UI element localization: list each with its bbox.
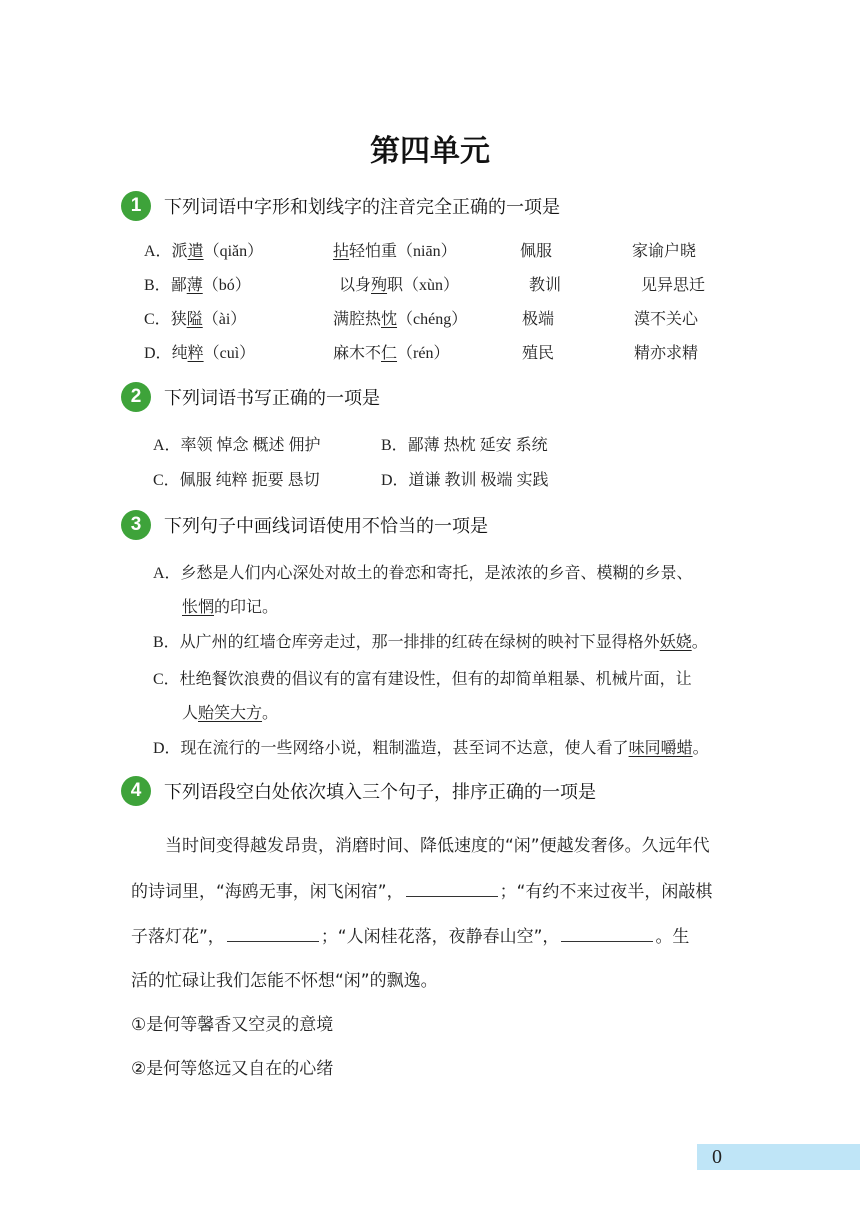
page-number: 0 (712, 1146, 722, 1168)
q2-option-a: A．率领 悼念 概述 佣护 (153, 437, 321, 454)
page-title: 第四单元 (370, 134, 490, 169)
answer-blank-3[interactable] (561, 926, 653, 942)
q3-option-d: D．现在流行的一些网络小说，粗制滥造，甚至词不达意，使人看了味同嚼蜡。 (153, 740, 709, 757)
question-number-badge: 2 (121, 382, 151, 412)
q3-option-a-line2: 怅惘的印记。 (182, 599, 279, 616)
question-1-header (121, 191, 721, 223)
question-2-header (121, 382, 721, 414)
answer-blank-1[interactable] (406, 881, 498, 897)
q3-option-b: B．从广州的红墙仓库旁走过，那一排排的红砖在绿树的映衬下显得格外妖娆。 (153, 634, 708, 651)
q2-option-d: D．道谦 教训 极端 实践 (381, 472, 549, 489)
q4-passage-line3: 子落灯花”， ；“人闲桂花落，夜静春山空”， 。生 (131, 927, 690, 947)
question-3-header (121, 510, 721, 542)
question-4-header (121, 776, 721, 808)
question-text: 下列句子中画线词语使用不恰当的一项是 (164, 516, 488, 537)
q3-option-a-line1: A．乡愁是人们内心深处对故土的眷恋和寄托，是浓浓的乡音、模糊的乡景、 (153, 565, 693, 582)
question-number-badge: 3 (121, 510, 151, 540)
q4-passage-line2: 的诗词里，“海鸥无事，闲飞闲宿”， ；“有约不来过夜半，闲敲棋 (131, 882, 713, 902)
question-text: 下列词语中字形和划线字的注音完全正确的一项是 (164, 197, 560, 218)
q2-option-c: C．佩服 纯粹 扼要 恳切 (153, 472, 320, 489)
question-number-badge: 1 (121, 191, 151, 221)
answer-blank-2[interactable] (227, 926, 319, 942)
q2-option-b: B．鄙薄 热枕 延安 系统 (381, 437, 548, 454)
q3-option-c-line2: 人贻笑大方。 (182, 705, 279, 722)
q4-passage-line4: 活的忙碌让我们怎能不怀想“闲”的飘逸。 (131, 971, 438, 991)
q4-sentence-1: ①是何等馨香又空灵的意境 (131, 1015, 334, 1035)
question-text: 下列词语书写正确的一项是 (164, 388, 380, 409)
q4-passage-line1: 当时间变得越发昂贵，消磨时间、降低速度的“闲”便越发奢侈。久远年代 (165, 836, 710, 856)
question-number-badge: 4 (121, 776, 151, 806)
q4-sentence-2: ②是何等悠远又自在的心绪 (131, 1059, 334, 1079)
question-text: 下列语段空白处依次填入三个句子，排序正确的一项是 (164, 782, 596, 803)
q3-option-c-line1: C．杜绝餐饮浪费的倡议有的富有建设性，但有的却简单粗暴、机械片面，让 (153, 671, 692, 688)
